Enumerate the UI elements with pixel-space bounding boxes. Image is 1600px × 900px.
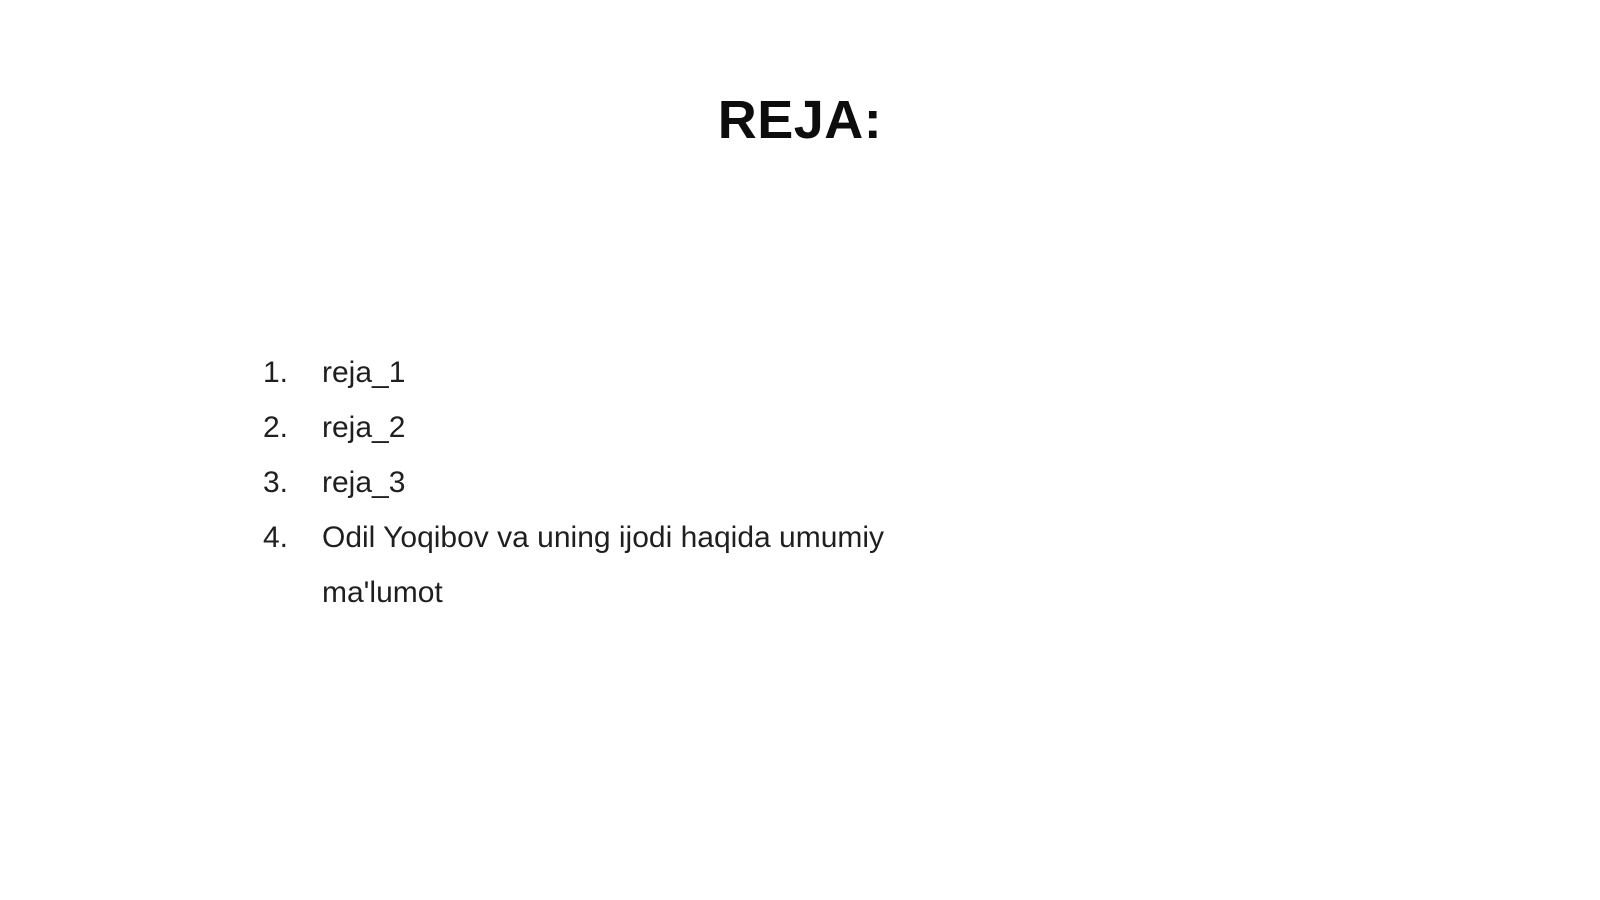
list-item — [263, 510, 943, 620]
list-item-number: 4. — [263, 521, 289, 554]
list-item — [263, 345, 943, 400]
list-item-text: reja_2 — [322, 411, 406, 444]
slide-title: REJA: — [717, 90, 883, 150]
list-item-text: reja_3 — [322, 466, 406, 499]
list-item — [263, 400, 943, 455]
list-item-number: 3. — [263, 466, 289, 499]
list-item — [263, 455, 943, 510]
list-item-number: 2. — [263, 411, 289, 444]
plan-list — [263, 345, 943, 620]
list-item-text: Odil Yoqibov va uning ijodi haqida umumiy ma'lumot — [322, 521, 885, 609]
list-item-number: 1. — [263, 356, 289, 389]
list-item-text: reja_1 — [322, 356, 406, 389]
